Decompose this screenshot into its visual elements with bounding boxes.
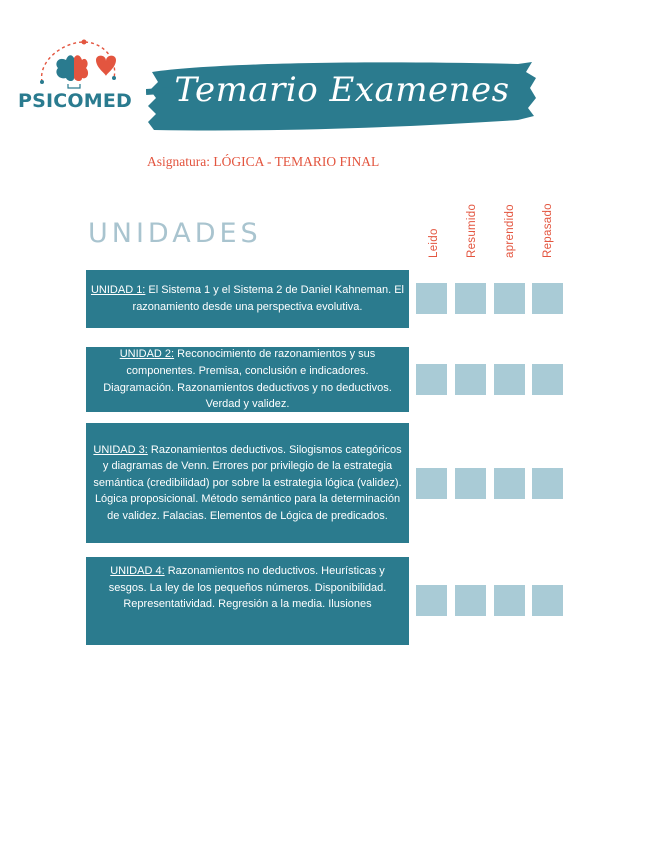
- unit-label: UNIDAD 1:: [90, 284, 146, 297]
- checkbox-aprendido-unit-3[interactable]: [494, 468, 525, 499]
- checkbox-leido-unit-2[interactable]: [416, 364, 447, 395]
- unit-box-4: [86, 557, 409, 645]
- unit-text: Reconocimiento de razonamientos y sus componentes. Premisa, conclusión e indicadores. Diagramación. Razonamientos deductivos y no deductivos. Verdad y validez.: [103, 348, 392, 411]
- unit-label: UNIDAD 3:: [93, 443, 148, 456]
- checkbox-resumido-unit-2[interactable]: [455, 364, 486, 395]
- unit-box-2: [86, 347, 409, 412]
- unit-text: Razonamientos deductivos. Silogismos categóricos y diagramas de Venn. Errores por privilegio de la estrategia semántica (credibilidad) por sobre la estrategia lógica (validez). Lógica proposicional. Método semántico para la determinación de validez. Falacias. Elementos de Lógica de predicados.: [93, 443, 402, 522]
- logo-text: PSICOMED: [17, 90, 133, 112]
- unit-label: UNIDAD 4:: [110, 565, 165, 577]
- checkbox-resumido-unit-1[interactable]: [455, 283, 486, 314]
- units-heading: UNIDADES: [88, 218, 262, 249]
- checkbox-aprendido-unit-1[interactable]: [494, 283, 525, 314]
- column-label-leido: Leido: [428, 228, 440, 258]
- checkbox-leido-unit-1[interactable]: [416, 283, 447, 314]
- banner-title: Temario Examenes: [174, 70, 510, 110]
- unit-text: El Sistema 1 y el Sistema 2 de Daniel Kahneman. El razonamiento desde una perspectiva evolutiva.: [132, 284, 405, 313]
- column-label-resumido: Resumido: [466, 203, 478, 258]
- checkbox-repasado-unit-4[interactable]: [532, 585, 563, 616]
- checkbox-repasado-unit-2[interactable]: [532, 364, 563, 395]
- checkbox-repasado-unit-3[interactable]: [532, 468, 563, 499]
- column-label-aprendido: aprendido: [504, 204, 516, 258]
- checkbox-leido-unit-3[interactable]: [416, 468, 447, 499]
- checkbox-aprendido-unit-2[interactable]: [494, 364, 525, 395]
- checkbox-resumido-unit-3[interactable]: [455, 468, 486, 499]
- column-label-repasado: Repasado: [542, 203, 554, 258]
- checkbox-leido-unit-4[interactable]: [416, 585, 447, 616]
- psicomed-logo: [14, 38, 136, 116]
- checkbox-repasado-unit-1[interactable]: [532, 283, 563, 314]
- checkbox-aprendido-unit-4[interactable]: [494, 585, 525, 616]
- unit-text: Razonamientos no deductivos. Heurísticas y sesgos. La ley de los pequeños números. Disponibilidad. Representatividad. Regresión a la media. Ilusiones: [108, 565, 387, 611]
- title-banner: [146, 58, 538, 136]
- unit-box-3: [86, 423, 409, 543]
- unit-label: UNIDAD 2:: [119, 348, 175, 361]
- checkbox-resumido-unit-4[interactable]: [455, 585, 486, 616]
- brain-heart-logo-icon: [28, 38, 124, 92]
- unit-box-1: [86, 270, 409, 328]
- subject-line: Asignatura: LÓGICA - TEMARIO FINAL: [147, 154, 380, 169]
